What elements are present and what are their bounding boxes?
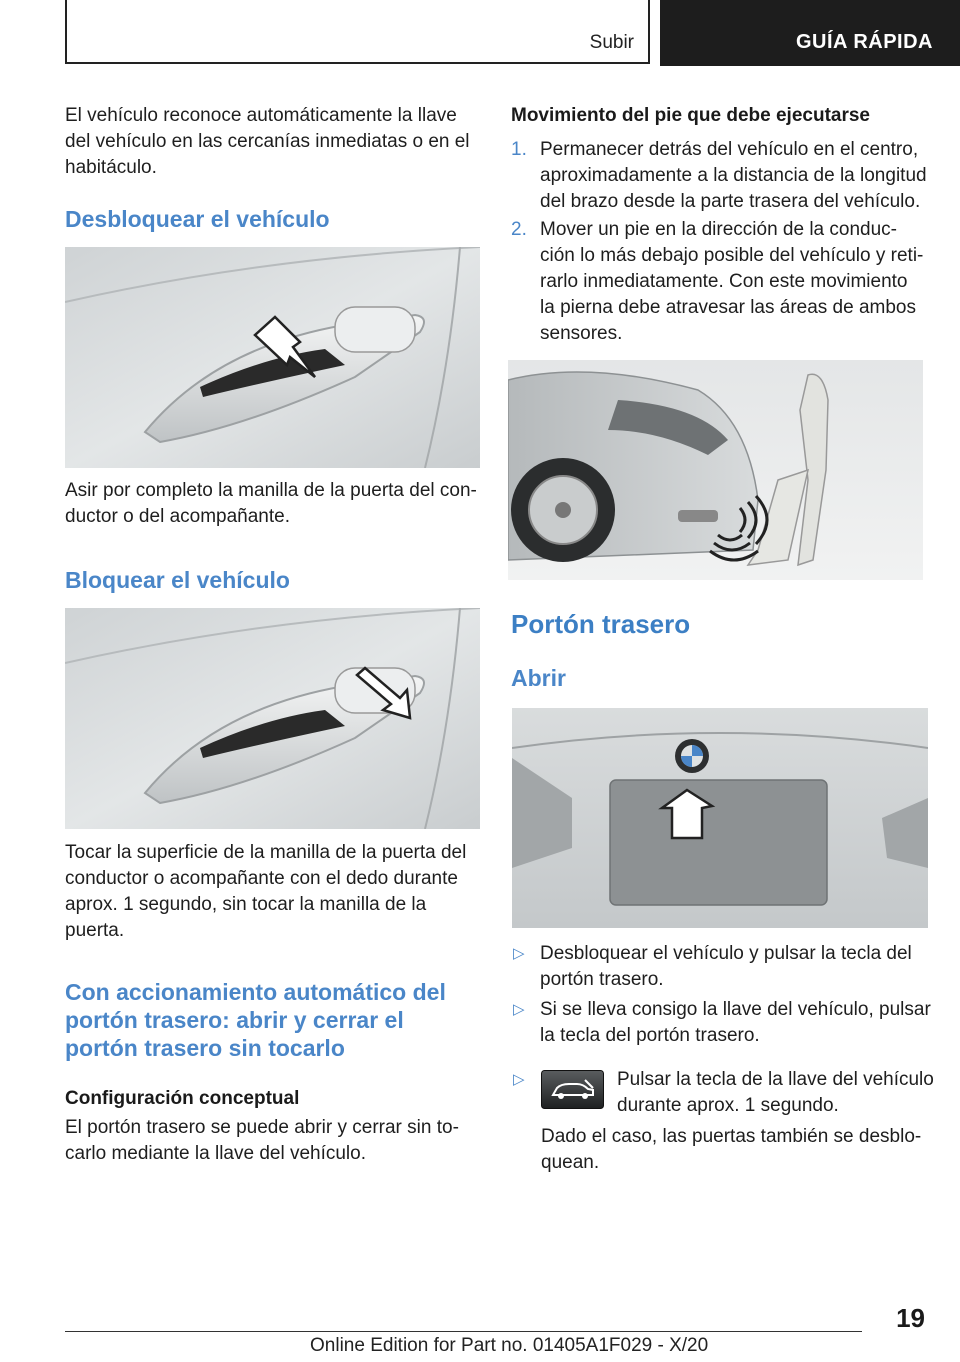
- auto-heading-line: portón trasero: abrir y cerrar el: [65, 1007, 404, 1033]
- lock-line: conductor o acompañante con el dedo durante: [65, 868, 458, 889]
- step-line: Mover un pie en la dirección de la conduc-: [540, 219, 897, 240]
- unlock-line: ductor o del acompañante.: [65, 506, 290, 527]
- auto-heading-line: Con accionamiento automático del: [65, 979, 446, 1005]
- key-bullet-line: Pulsar la tecla de la llave del vehículo: [617, 1069, 934, 1090]
- auto-heading-line: portón trasero sin tocarlo: [65, 1035, 345, 1061]
- movement-heading: Movimiento del pie que debe ejecutarse: [511, 105, 870, 126]
- lock-line: Tocar la superficie de la manilla de la puerta del: [65, 842, 467, 863]
- open-heading: Abrir: [511, 665, 566, 691]
- section-tab[interactable]: GUÍA RÁPIDA: [660, 0, 960, 66]
- key-note-line: quean.: [541, 1152, 600, 1173]
- header-frame: [65, 0, 650, 64]
- lock-paragraph: [65, 840, 466, 944]
- bullet-line: portón trasero.: [540, 969, 664, 990]
- step-line: aproximadamente a la distancia de la longitud: [540, 165, 927, 186]
- page-number: 19: [896, 1303, 925, 1333]
- key-bullet-line: durante aprox. 1 segundo.: [617, 1095, 839, 1116]
- key-note-line: Dado el caso, las puertas también se desblo-: [541, 1126, 922, 1147]
- foot-gesture-illustration: [508, 360, 923, 580]
- concept-line: carlo mediante la llave del vehículo.: [65, 1143, 367, 1164]
- bullet-line: la tecla del portón trasero.: [540, 1025, 760, 1046]
- up-link[interactable]: Subir: [589, 32, 634, 53]
- bullet-icon: ▷: [513, 945, 525, 962]
- door-handle-grip-illustration: [65, 247, 480, 468]
- lock-heading: Bloquear el vehículo: [65, 567, 290, 593]
- step-number: 2.: [511, 219, 527, 240]
- edition-footer: Online Edition for Part no. 01405A1F029 - X/20: [310, 1335, 709, 1356]
- step-number: 1.: [511, 139, 527, 160]
- concept-paragraph: [65, 1115, 459, 1167]
- bullet-icon: ▷: [513, 1071, 525, 1088]
- bullet-line: Si se lleva consigo la llave del vehículo, pulsar: [540, 999, 931, 1020]
- concept-line: El portón trasero se puede abrir y cerrar sin to-: [65, 1117, 459, 1138]
- door-handle-touch-illustration: [65, 608, 480, 829]
- footer-divider: [65, 1331, 862, 1332]
- intro-line: El vehículo reconoce automáticamente la llave: [65, 105, 457, 126]
- tailgate-heading: Portón trasero: [511, 609, 691, 639]
- step-line: del brazo desde la parte trasera del vehículo.: [540, 191, 921, 212]
- step-line: la pierna debe atravesar las áreas de ambos: [540, 297, 917, 318]
- unlock-line: Asir por completo la manilla de la puerta del con-: [65, 480, 477, 501]
- bullet-icon: ▷: [513, 1001, 525, 1018]
- concept-heading: Configuración conceptual: [65, 1088, 300, 1109]
- intro-line: del vehículo en las cercanías inmediatas o en el: [65, 131, 470, 152]
- bullet-line: Desbloquear el vehículo y pulsar la tecla del: [540, 943, 912, 964]
- car-tailgate-key-icon: [541, 1070, 604, 1109]
- intro-line: habitáculo.: [65, 157, 157, 178]
- unlock-heading: Desbloquear el vehículo: [65, 206, 330, 232]
- step-line: Permanecer detrás del vehículo en el centro,: [540, 139, 919, 160]
- intro-paragraph: [65, 103, 470, 181]
- lock-line: puerta.: [65, 920, 125, 941]
- step-line: rarlo inmediatamente. Con este movimiento: [540, 271, 908, 292]
- auto-tailgate-heading: [65, 978, 446, 1062]
- tailgate-button-illustration: [512, 708, 928, 928]
- key-note: [541, 1124, 921, 1176]
- step-line: ción lo más debajo posible del vehículo y reti-: [540, 245, 924, 266]
- step-line: sensores.: [540, 323, 623, 344]
- lock-line: aprox. 1 segundo, sin tocar la manilla de la: [65, 894, 427, 915]
- unlock-paragraph: [65, 478, 477, 530]
- key-bullet-text: [617, 1067, 934, 1119]
